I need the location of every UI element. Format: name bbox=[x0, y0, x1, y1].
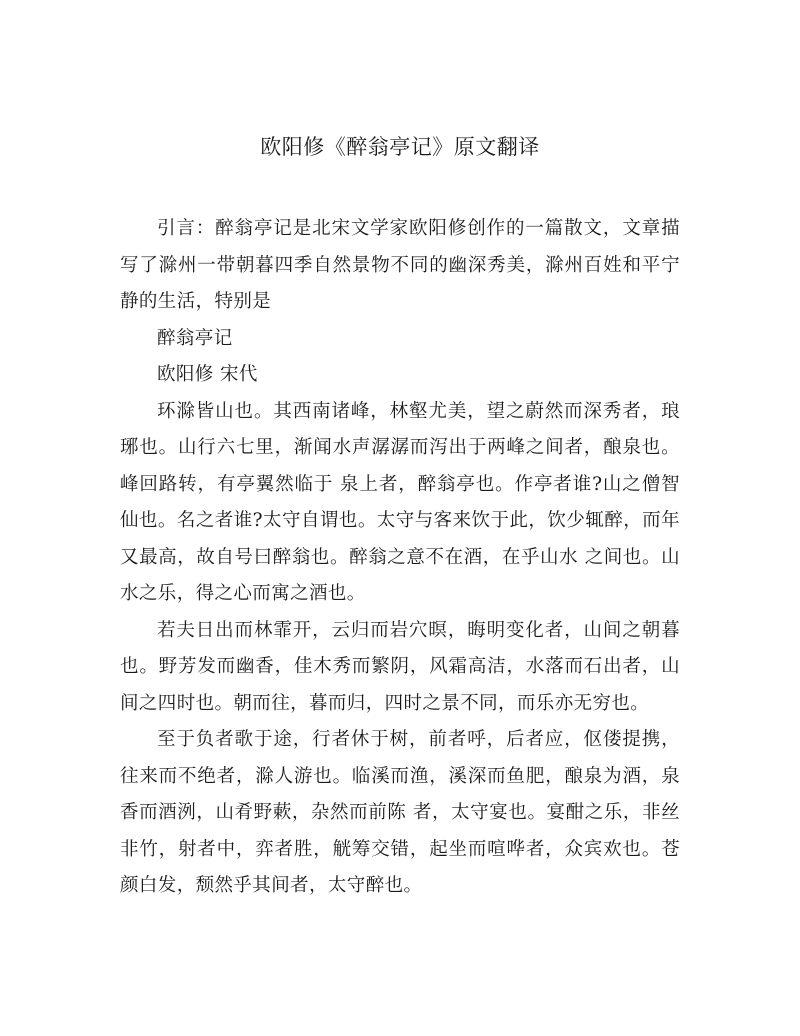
poem-title: 醉翁亭记 bbox=[157, 327, 233, 349]
document-title: 欧阳修《醉翁亭记》原文翻译 bbox=[260, 135, 540, 159]
body-paragraph: 环滁皆山也。其西南诸峰，林壑尤美，望之蔚然而深秀者，琅琊也。山行六七里，渐闻水声潺潺而泻出于两峰之间者，酿泉也。峰回路转，有亭翼然临于 泉上者，醉翁亭也。作亭者谁?山之僧智仙也。名之者谁?太守自谓也。太守与客来饮于此，饮少辄醉，而年又最高，故自号曰醉翁也。醉翁之意不在酒，在乎山水 之间也。山水之乐，得之心而寓之酒也。 bbox=[120, 400, 680, 604]
document-body bbox=[120, 211, 680, 905]
body-paragraph: 若夫日出而林霏开，云归而岩穴暝，晦明变化者，山间之朝暮也。野芳发而幽香，佳木秀而繁阴，风霜高洁，水落而石出者，山间之四时也。朝而往，暮而归，四时之景不同，而乐亦无穷也。 bbox=[120, 619, 680, 714]
body-paragraph: 至于负者歌于途，行者休于树，前者呼，后者应，伛偻提携，往来而不绝者，滁人游也。临溪而渔，溪深而鱼肥，酿泉为酒，泉香而酒洌，山肴野蔌，杂然而前陈 者，太守宴也。宴酣之乐，非丝非竹，射者中，弈者胜，觥筹交错，起坐而喧哗者，众宾欢也。苍颜白发，颓然乎其间者，太守醉也。 bbox=[120, 729, 680, 896]
author-line: 欧阳修 宋代 bbox=[157, 364, 258, 385]
intro-paragraph: 引言：醉翁亭记是北宋文学家欧阳修创作的一篇散文，文章描写了滁州一带朝暮四季自然景物不同的幽深秀美，滁州百姓和平宁静的生活，特别是 bbox=[120, 218, 680, 312]
